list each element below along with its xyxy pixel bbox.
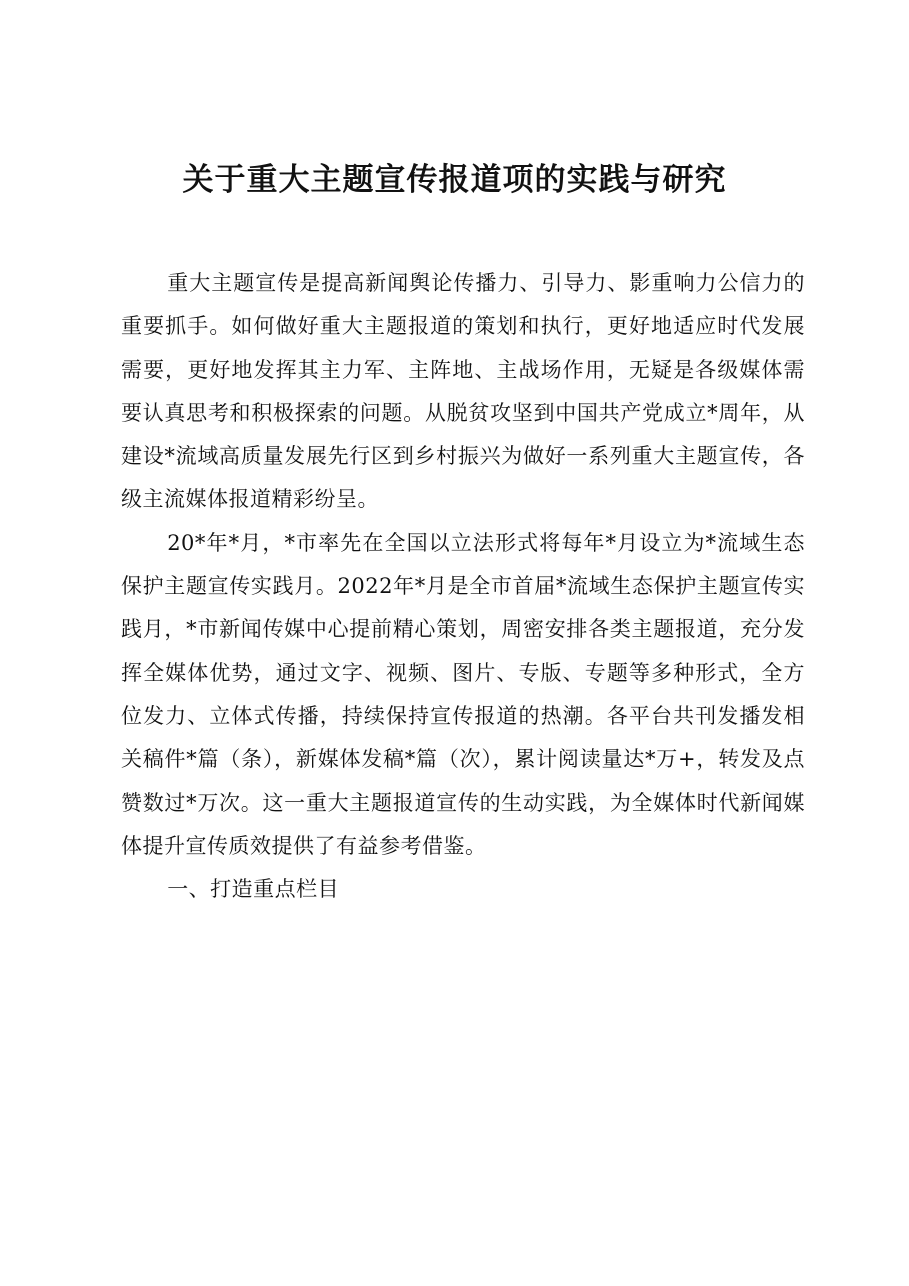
- paragraph-intro: 重大主题宣传是提高新闻舆论传播力、引导力、影重响力公信力的重要抓手。如何做好重大主题报道的策划和执行，更好地适应时代发展需要，更好地发挥其主力军、主阵地、主战场作用，无疑是各级媒体需要认真思考和积极探索的问题。从脱贫攻坚到中国共产党成立*周年，从建设*流域高质量发展先行区到乡村振兴为做好一系列重大主题宣传，各级主流媒体报道精彩纷呈。: [121, 271, 805, 512]
- paragraph-practice-month: 20*年*月，*市率先在全国以立法形式将每年*月设立为*流域生态保护主题宣传实践月。2022年*月是全市首届*流域生态保护主题宣传实践月，*市新闻传媒中心提前精心策划，周密安排各类主题报道，充分发挥全媒体优势，通过文字、视频、图片、专版、专题等多种形式，全方位发力、立体式传播，持续保持宣传报道的热潮。各平台共刊发播发相关稿件*篇（条），新媒体发稿*篇（次），累计阅读量达*万+，转发及点赞数过*万次。这一重大主题报道宣传的生动实践，为全媒体时代新闻媒体提升宣传质效提供了有益参考借鉴。: [121, 530, 805, 858]
- document-title: 关于重大主题宣传报道项的实践与研究: [182, 162, 727, 198]
- document-body: [121, 262, 805, 911]
- section-heading: 一、打造重点栏目: [167, 877, 340, 902]
